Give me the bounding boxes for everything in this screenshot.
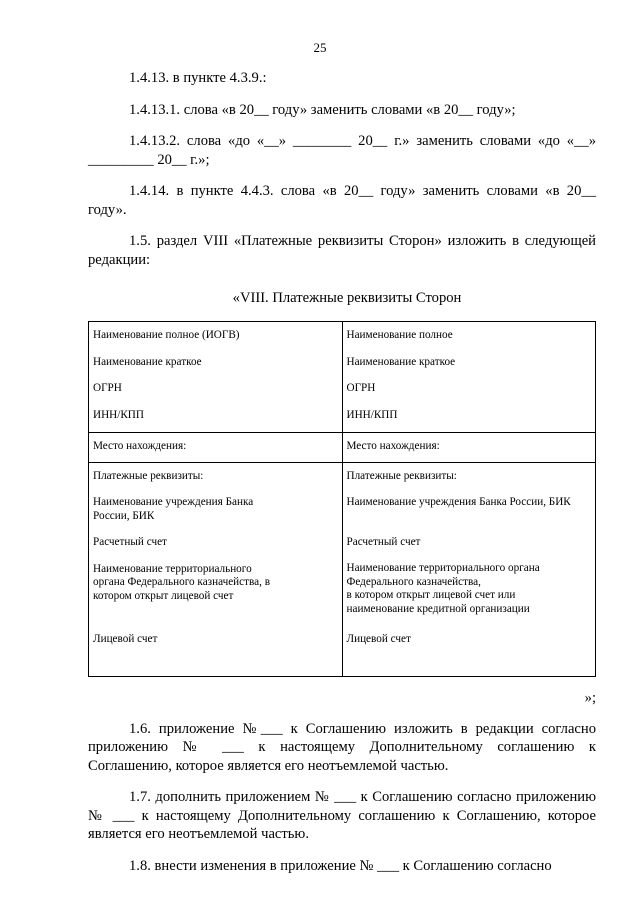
table-row [89,462,596,676]
left-inn-kpp: ИНН/КПП [93,408,144,421]
paragraph-1-4-14: 1.4.14. в пункте 4.4.3. слова «в 20__ году» заменить словами «в 20__ году». [88,183,596,218]
right-inn-kpp: ИНН/КПП [346,408,398,421]
payment-details-table [88,321,596,677]
left-bank-line-2: России, БИК [93,509,155,522]
left-personal-account: Лицевой счет [93,633,158,645]
left-location-cell [89,433,343,463]
left-name-full: Наименование полное (ИОГВ) [93,329,240,341]
right-name-full: Наименование полное [346,329,453,341]
paragraph-1-8: 1.8. внести изменения в приложение № ___ к Соглашению согласно [129,857,552,874]
left-ogrn: ОГРН [93,382,122,394]
left-treasury-line-1: Наименование территориального [93,562,252,575]
paragraph-1-5: 1.5. раздел VIII «Платежные реквизиты Сторон» изложить в следующей редакции: [88,233,596,268]
left-party-identity-cell [89,322,343,433]
document-body [88,69,596,888]
right-party-identity-cell [342,322,596,433]
left-treasury-line-2: органа Федерального казначейства, в [93,576,270,588]
left-bank-line-1: Наименование учреждения Банка [93,496,254,508]
left-treasury-line-3: котором открыт лицевой счет [93,589,234,602]
table-closing-quote: »; [584,689,596,706]
left-name-short: Наименование краткое [93,355,202,368]
right-location: Место нахождения: [346,440,440,452]
right-treasury-line-1: Наименование территориального органа [346,562,540,574]
right-treasury-line-2: Федерального казначейства, [346,575,481,588]
right-personal-account: Лицевой счет [346,633,411,645]
table-row [89,433,596,463]
right-name-short: Наименование краткое [346,355,456,368]
table-row [89,322,596,433]
left-account: Расчетный счет [93,536,167,548]
paragraph-1-4-13: 1.4.13. в пункте 4.3.9.: [129,70,267,86]
paragraph-1-7: 1.7. дополнить приложением № ___ к Соглашению согласно приложению № ___ к настоящему Дополнительному соглашению к Соглашению, которое является его неотъемлемой частью. [88,789,596,842]
left-payment-cell [89,462,343,676]
paragraph-1-4-13-1: 1.4.13.1. слова «в 20__ году» заменить словами «в 20__ году»; [129,101,516,118]
page-number: 25 [313,40,327,55]
section-heading: «VIII. Платежные реквизиты Сторон [232,290,462,306]
right-treasury-line-3: в котором открыт лицевой счет или [346,589,516,601]
paragraph-1-6: 1.6. приложение №___ к Соглашению изложить в редакции согласно приложению № ___ к настоящему Дополнительному соглашению к Соглашению, которое является его неотъемлемой частью. [88,720,596,774]
right-ogrn: ОГРН [346,382,376,394]
left-payment-details: Платежные реквизиты: [93,469,204,482]
right-payment-cell [342,462,596,676]
left-location: Место нахождения: [93,440,187,452]
right-treasury-line-4: наименование кредитной организации [346,602,530,615]
right-bank: Наименование учреждения Банка России, БИК [346,496,571,508]
right-location-cell [342,433,596,463]
right-payment-details: Платежные реквизиты: [346,469,457,482]
right-account: Расчетный счет [346,535,421,548]
paragraph-1-4-13-2: 1.4.13.2. слова «до «__» ________ 20__ г.» заменить словами «до «__» _________ 20__ г.»; [88,133,596,168]
